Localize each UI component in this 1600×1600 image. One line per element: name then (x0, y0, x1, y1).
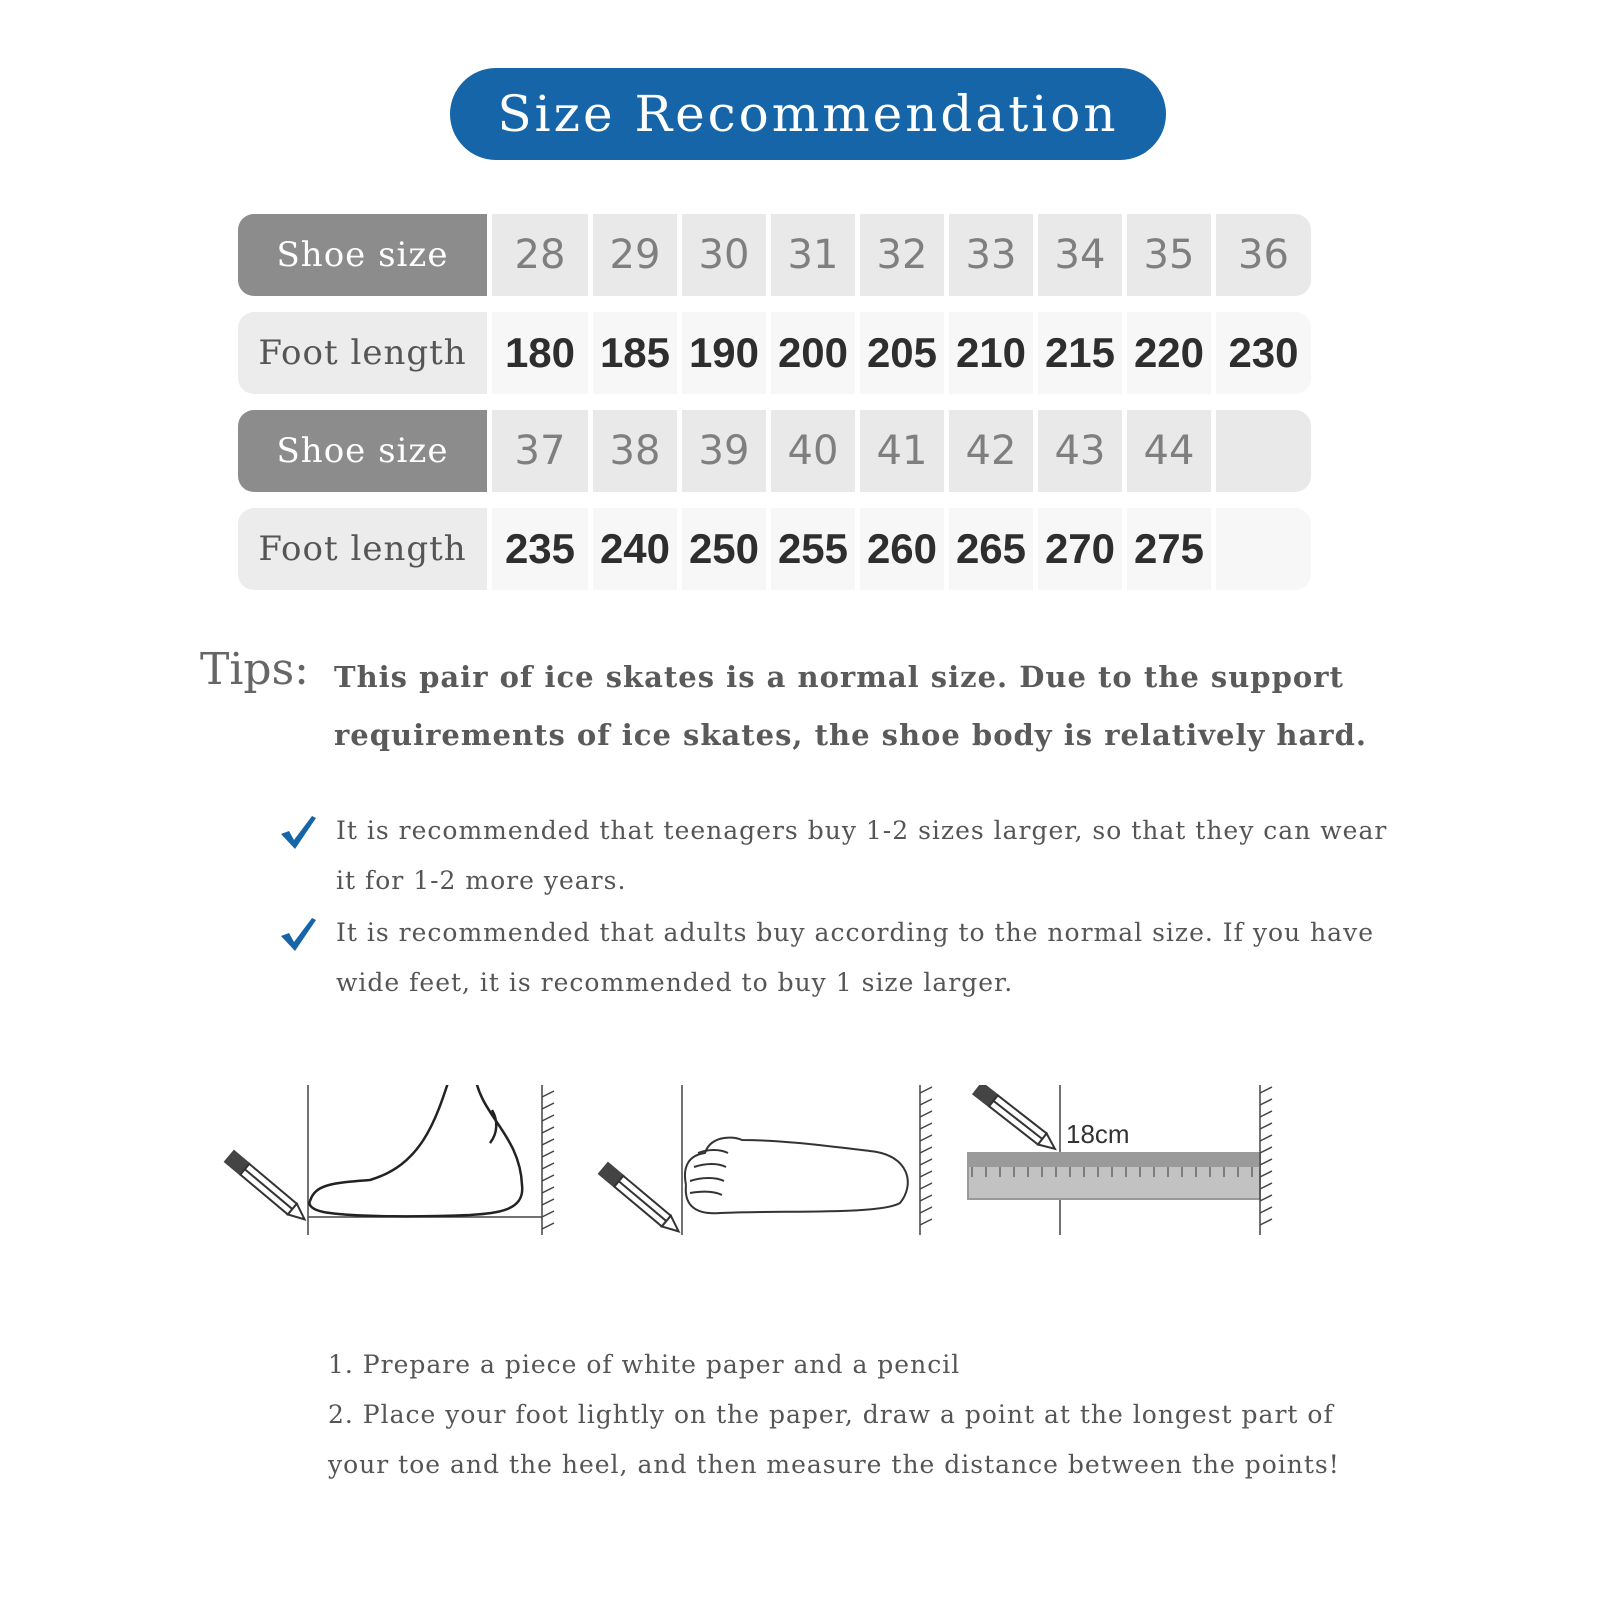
table-cell: 36 (1216, 214, 1311, 296)
table-row (238, 312, 1374, 394)
table-row (238, 214, 1374, 296)
table-cell: 235 (492, 508, 588, 590)
tips-text: This pair of ice skates is a normal size. Due to the support requirements of ice skates, the shoe body is relatively hard. (334, 660, 1367, 752)
table-cell: 220 (1127, 312, 1211, 394)
row-header: Foot length (238, 312, 487, 394)
table-cell: 205 (860, 312, 944, 394)
wall-icon (920, 1085, 932, 1235)
table-cell: 210 (949, 312, 1033, 394)
row-header: Shoe size (238, 214, 487, 296)
table-cell: 250 (682, 508, 766, 590)
row-header: Shoe size (238, 410, 487, 492)
table-cell: 44 (1127, 410, 1211, 492)
pencil-icon (225, 1151, 309, 1225)
table-cell: 240 (593, 508, 677, 590)
page-title: Size Recommendation (497, 85, 1119, 143)
measurement-steps (328, 1340, 1388, 1490)
table-cell: 180 (492, 312, 588, 394)
pencil-icon (973, 1085, 1059, 1154)
row-header: Foot length (238, 508, 487, 590)
table-cell: 230 (1216, 312, 1311, 394)
ruler-label: 18cm (1066, 1119, 1130, 1149)
table-cell: 38 (593, 410, 677, 492)
bullet-text: It is recommended that teenagers buy 1-2 sizes larger, so that they can wear it for 1-2 more years. (336, 816, 1388, 895)
bullet-text: It is recommended that adults buy according to the normal size. If you have wide feet, it is recommended to buy 1 size larger. (336, 918, 1375, 997)
table-cell: 34 (1038, 214, 1122, 296)
tips-label: Tips: (200, 644, 309, 695)
table-cell: 37 (492, 410, 588, 492)
wall-icon (1260, 1085, 1272, 1235)
table-cell (1216, 410, 1311, 492)
table-row (238, 410, 1374, 492)
title-banner (450, 68, 1166, 160)
measurement-illustration (220, 1085, 1320, 1285)
table-cell: 260 (860, 508, 944, 590)
foot-top-icon (685, 1138, 908, 1214)
check-icon (278, 908, 336, 1008)
table-cell: 30 (682, 214, 766, 296)
table-cell: 40 (771, 410, 855, 492)
size-chart-table (238, 214, 1374, 606)
table-cell: 32 (860, 214, 944, 296)
table-cell: 31 (771, 214, 855, 296)
table-cell: 41 (860, 410, 944, 492)
table-cell: 190 (682, 312, 766, 394)
table-cell: 185 (593, 312, 677, 394)
table-cell: 29 (593, 214, 677, 296)
ruler-icon (968, 1153, 1260, 1199)
table-cell: 265 (949, 508, 1033, 590)
check-icon (278, 806, 336, 906)
table-cell: 215 (1038, 312, 1122, 394)
wall-icon (542, 1085, 554, 1235)
list-item (278, 806, 1398, 906)
table-cell: 35 (1127, 214, 1211, 296)
step-item: 2. Place your foot lightly on the paper, draw a point at the longest part of your toe and the heel, and then measure the distance between the points! (328, 1400, 1340, 1479)
table-cell: 270 (1038, 508, 1122, 590)
table-cell: 200 (771, 312, 855, 394)
table-row (238, 508, 1374, 590)
table-cell: 39 (682, 410, 766, 492)
table-cell: 255 (771, 508, 855, 590)
table-cell: 43 (1038, 410, 1122, 492)
pencil-icon (599, 1163, 683, 1237)
table-cell: 275 (1127, 508, 1211, 590)
step-item: 1. Prepare a piece of white paper and a pencil (328, 1350, 961, 1379)
table-cell: 42 (949, 410, 1033, 492)
foot-side-icon (310, 1085, 523, 1216)
list-item (278, 908, 1398, 1008)
table-cell (1216, 508, 1311, 590)
table-cell: 33 (949, 214, 1033, 296)
recommendation-list (278, 806, 1398, 1010)
table-cell: 28 (492, 214, 588, 296)
